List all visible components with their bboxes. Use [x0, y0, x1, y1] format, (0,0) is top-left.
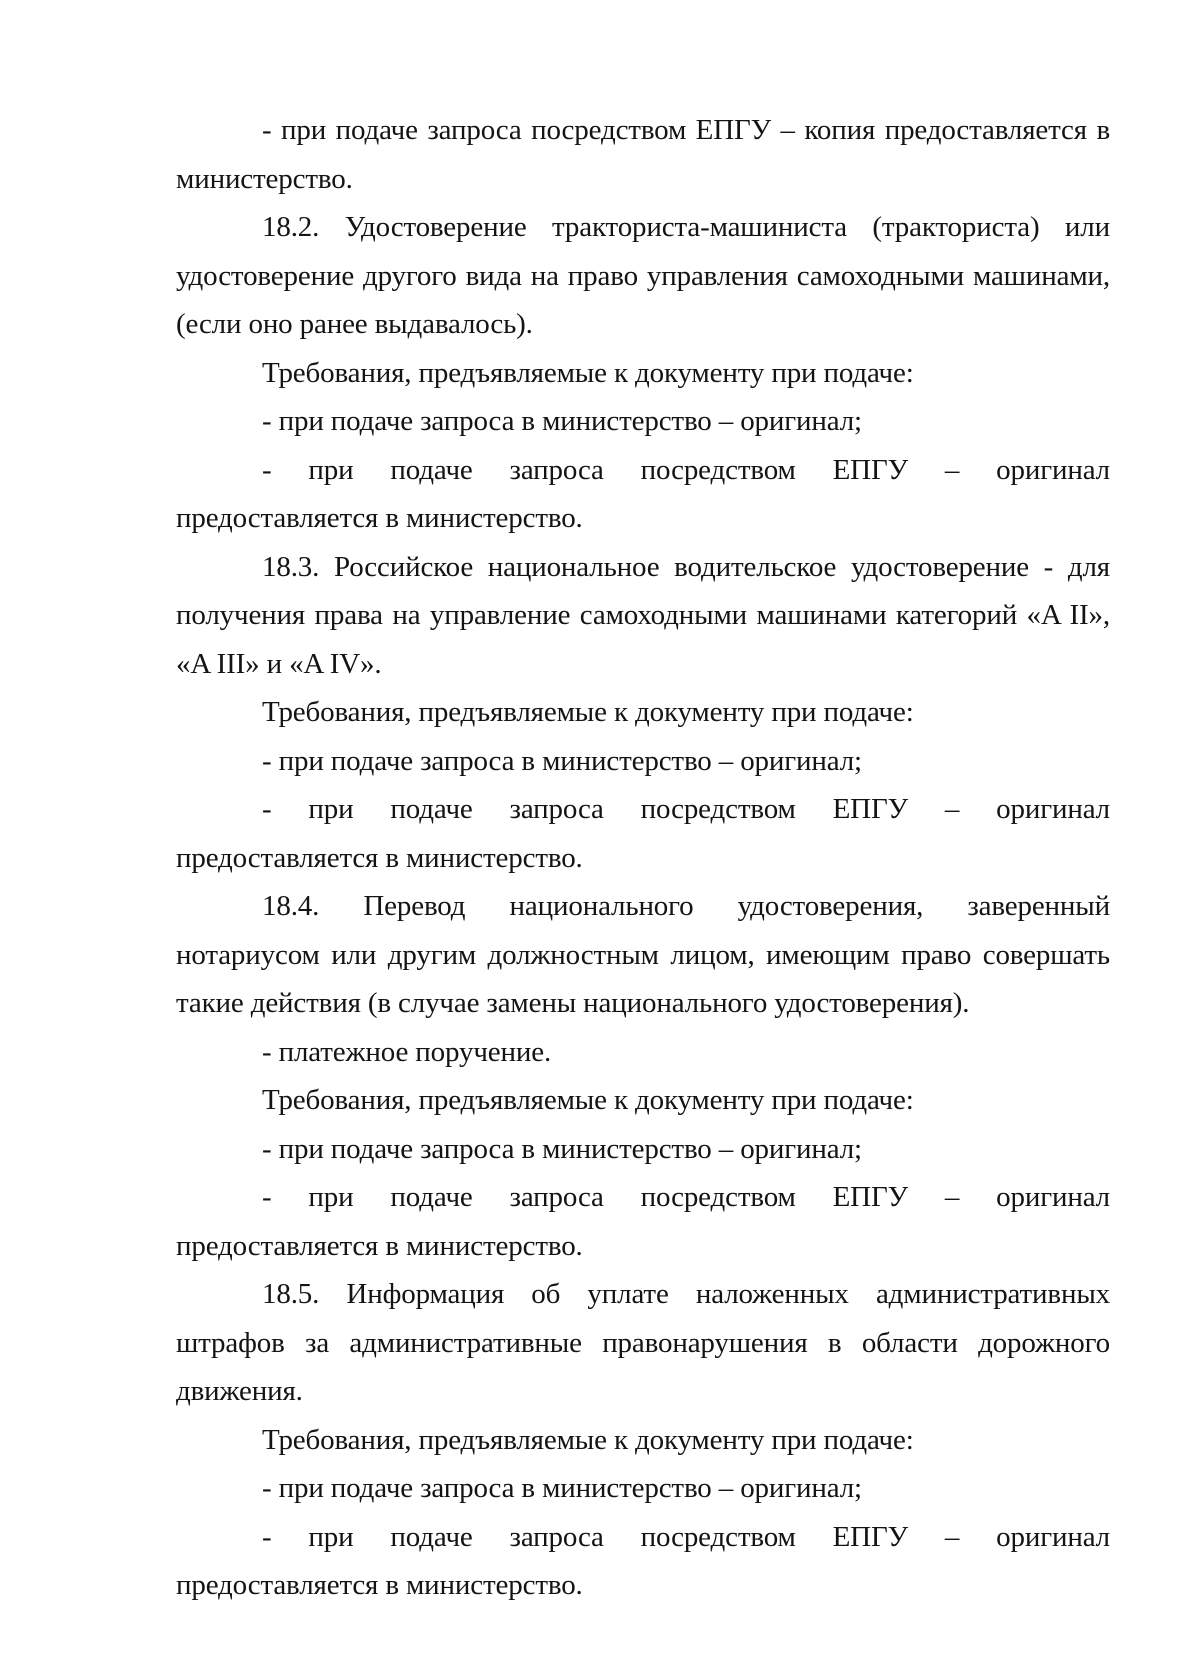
- paragraph-ministry-original: - при подаче запроса в министерство – оригинал;: [262, 744, 862, 777]
- paragraph-epgu-original: - при подаче запроса посредством ЕПГУ – оригинал предоставляется в министерство.: [176, 1181, 1110, 1262]
- paragraph-18-5: 18.5. Информация об уплате наложенных административных штрафов за административные правонарушения в области дорожного движения.: [176, 1278, 1110, 1407]
- paragraph-requirements-heading: Требования, предъявляемые к документу при подаче:: [262, 1084, 914, 1116]
- paragraph-ministry-original: - при подаче запроса в министерство – оригинал;: [262, 1132, 862, 1165]
- paragraph-18-2: 18.2. Удостоверение тракториста-машиниста (тракториста) или удостоверение другого вида на право управления самоходными машинами, (если оно ранее выдавалось).: [176, 211, 1110, 340]
- paragraph-18-3: 18.3. Российское национальное водительское удостоверение - для получения права на управление самоходными машинами категорий «A II», «A III» и «A IV».: [176, 550, 1110, 680]
- paragraph-requirements-heading: Требования, предъявляемые к документу при подаче:: [262, 696, 914, 728]
- paragraph-epgu-original: - при подаче запроса посредством ЕПГУ – оригинал предоставляется в министерство.: [176, 453, 1110, 534]
- paragraph-epgu-copy: - при подаче запроса посредством ЕПГУ – копия предоставляется в министерство.: [176, 114, 1110, 195]
- paragraph-epgu-original: - при подаче запроса посредством ЕПГУ – оригинал предоставляется в министерство.: [176, 1520, 1110, 1601]
- paragraph-epgu-original: - при подаче запроса посредством ЕПГУ – оригинал предоставляется в министерство.: [176, 793, 1110, 874]
- paragraph-18-4: 18.4. Перевод национального удостоверения, заверенный нотариусом или другим должностным лицом, имеющим право совершать такие действия (в случае замены национального удостоверения).: [176, 890, 1110, 1019]
- paragraph-ministry-original: - при подаче запроса в министерство – оригинал;: [262, 1472, 862, 1504]
- paragraph-ministry-original: - при подаче запроса в министерство – оригинал;: [262, 405, 862, 437]
- paragraph-payment-order: - платежное поручение.: [262, 1035, 552, 1068]
- document-body: [176, 106, 1110, 1610]
- paragraph-requirements-heading: Требования, предъявляемые к документу при подаче:: [262, 356, 914, 389]
- paragraph-requirements-heading: Требования, предъявляемые к документу при подаче:: [262, 1423, 914, 1456]
